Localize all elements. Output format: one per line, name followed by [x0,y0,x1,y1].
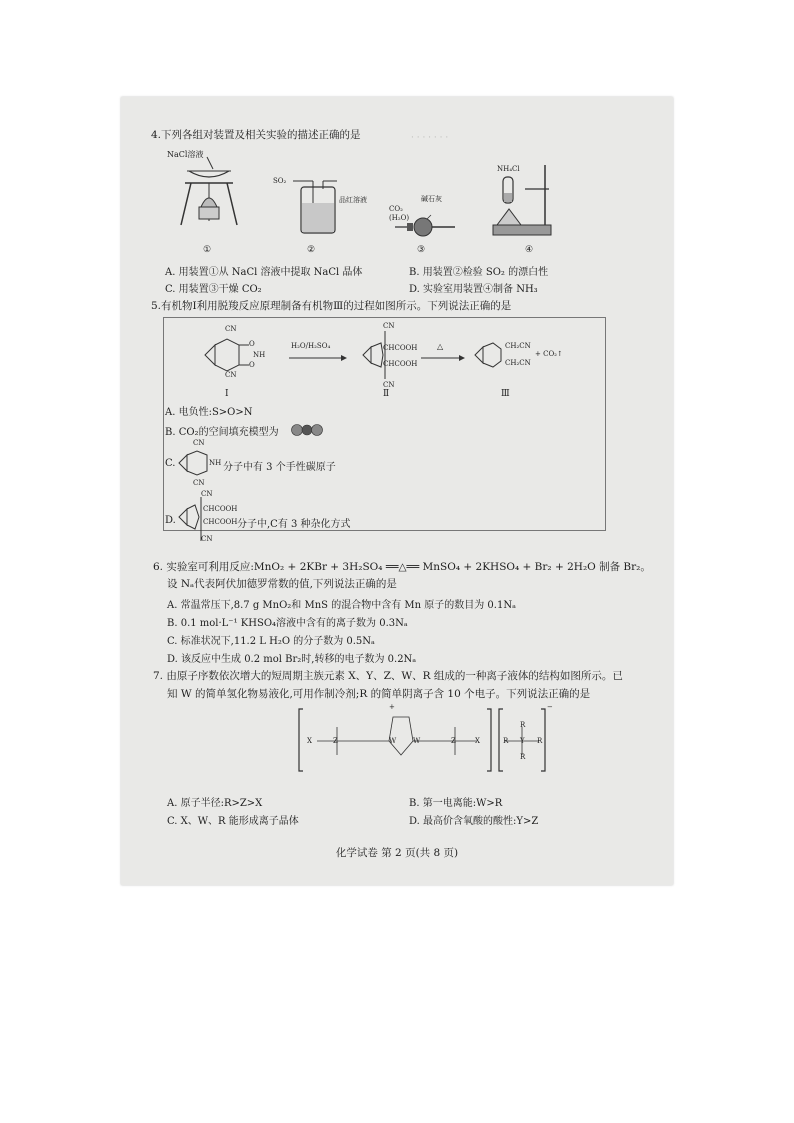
q5-option-d-prefix: D. [165,515,176,526]
compound-3-ch2cn-top: CH₂CN [505,342,531,350]
compound-2-number: Ⅱ [383,389,390,399]
apparatus-3-drying-tube [391,209,461,239]
compound-2-cn-top: CN [383,322,395,330]
reaction-arrow-2 [421,354,467,362]
q5-option-d: 分子中,C有 3 种杂化方式 [237,519,351,530]
atom-y: Y [520,737,525,745]
q4-option-d: D. 实验室用装置④制备 NH₃ [409,284,538,295]
compound-2-cn-bottom: CN [383,381,395,389]
apparatus-4-number: ④ [525,245,534,255]
q5-option-c: 分子中有 3 个手性碳原子 [223,462,336,473]
q7-option-b: B. 第一电离能:W>R [409,798,503,809]
co2-label: CO₂ [389,205,403,213]
atom-z-left: Z [333,737,338,745]
option-c-molecule [177,445,213,483]
apparatus-4-nh3-generator [489,163,559,243]
co2-product: + CO₂↑ [535,350,563,358]
q7-option-d: D. 最高价含氧酸的酸性:Y>Z [409,816,539,827]
jianshihui-label: 碱石灰 [421,195,442,203]
q7-option-a: A. 原子半径:R>Z>X [167,798,263,809]
apparatus-1-evaporation [179,159,239,239]
compound-1-nh: NH [253,351,266,359]
reaction-arrow-1 [289,354,349,362]
apparatus-3-number: ③ [417,245,426,255]
compound-1-o-bottom: O [249,361,255,369]
q5-option-b: B. CO₂的空间填充模型为 [165,427,279,438]
atom-r-top: R [520,721,526,729]
atom-r-left: R [503,737,509,745]
apparatus-2-number: ② [307,245,316,255]
pinhong-label: 品红溶液 [339,196,367,204]
option-c-nh: NH [209,459,222,467]
compound-2-chcooh-bottom: CHCOOH [383,360,418,368]
atom-x-right: X [475,737,480,745]
q7-option-c: C. X、W、R 能形成离子晶体 [167,816,299,827]
exam-page [121,97,673,885]
nacl-label: NaCl溶液 [167,150,204,159]
atom-x: X [307,737,312,745]
option-c-cn-bottom: CN [193,479,205,487]
compound-2-structure [361,329,391,385]
q7-stem-1: 7. 由原子序数依次增大的短周期主族元素 X、Y、Z、W、R 组成的一种离子液体的结构如图所示。已 [153,670,623,682]
q7-stem-2: 知 W 的简单氢化物易液化,可用作制冷剂;R 的简单阴离子含 10 个电子。下列说法正确的是 [167,688,591,700]
q4-option-a: A. 用装置①从 NaCl 溶液中提取 NaCl 晶体 [165,267,363,278]
compound-3-structure [473,341,503,371]
apparatus-1-number: ① [203,245,212,255]
compound-3-ch2cn-bottom: CH₂CN [505,359,531,367]
q4-stem: 4.下列各组对装置及相关实验的描述正确的是 [151,129,361,141]
option-d-cn-bottom: CN [201,535,213,543]
reagent-label: H₂O/H₂SO₄ [291,342,331,350]
compound-1-number: Ⅰ [225,389,229,399]
atom-w-right: W [413,737,421,745]
q4-option-b: B. 用装置②检验 SO₂ 的漂白性 [409,267,549,278]
q5-stem: 5.有机物Ⅰ利用脱羧反应原理制备有机物Ⅲ的过程如图所示。下列说法正确的是 [151,300,512,312]
apparatus-2-washing-bottle [293,173,343,237]
compound-1-o-top: O [249,340,255,348]
atom-z-right: Z [451,737,456,745]
q5-option-a: A. 电负性:S>O>N [165,407,253,418]
anion-minus-charge: − [547,703,553,711]
q6-stem-1: 6. 实验室可利用反应:MnO₂ + 2KBr + 3H₂SO₄ ══△══ MnSO₄ + 2KHSO₄ + Br₂ + 2H₂O 制备 Br₂。 [153,561,651,573]
option-c-cn-top: CN [193,439,205,447]
atom-r-bottom: R [520,753,526,761]
co2-space-filling-model [291,424,331,436]
option-d-cn-top: CN [201,490,213,498]
h2o-label: (H₂O) [389,214,410,222]
q6-option-c: C. 标准状况下,11.2 L H₂O 的分子数为 0.5Nₐ [167,636,375,647]
atom-w-left: W [389,737,397,745]
q6-option-a: A. 常温常压下,8.7 g MnO₂和 MnS 的混合物中含有 Mn 原子的数目为 0.1Nₐ [167,600,516,611]
q6-option-d: D. 该反应中生成 0.2 mol Br₂时,转移的电子数为 0.2Nₐ [167,654,417,665]
compound-1-cn-bottom: CN [225,371,237,379]
q6-option-b: B. 0.1 mol·L⁻¹ KHSO₄溶液中含有的离子数为 0.3Nₐ [167,618,408,629]
heat-label: △ [437,342,444,351]
bleed-through-text: · · · · · · · [411,133,449,143]
q5-option-c-prefix: C. [165,458,176,469]
q4-option-c: C. 用装置③干燥 CO₂ [165,284,262,295]
option-d-chcooh-bottom: CHCOOH [203,518,238,526]
option-d-chcooh-top: CHCOOH [203,505,238,513]
page-footer: 化学试卷 第 2 页(共 8 页) [335,847,459,859]
atom-r-right: R [537,737,543,745]
cation-plus-charge: + [389,703,395,711]
nh4cl-label: NH₄Cl [497,165,520,173]
compound-3-number: Ⅲ [501,389,510,399]
so2-label: SO₂ [273,177,287,185]
compound-2-chcooh-top: CHCOOH [383,344,418,352]
q6-stem-2: 设 Nₐ代表阿伏加德罗常数的值,下列说法正确的是 [167,578,397,590]
compound-1-cn-top: CN [225,325,237,333]
